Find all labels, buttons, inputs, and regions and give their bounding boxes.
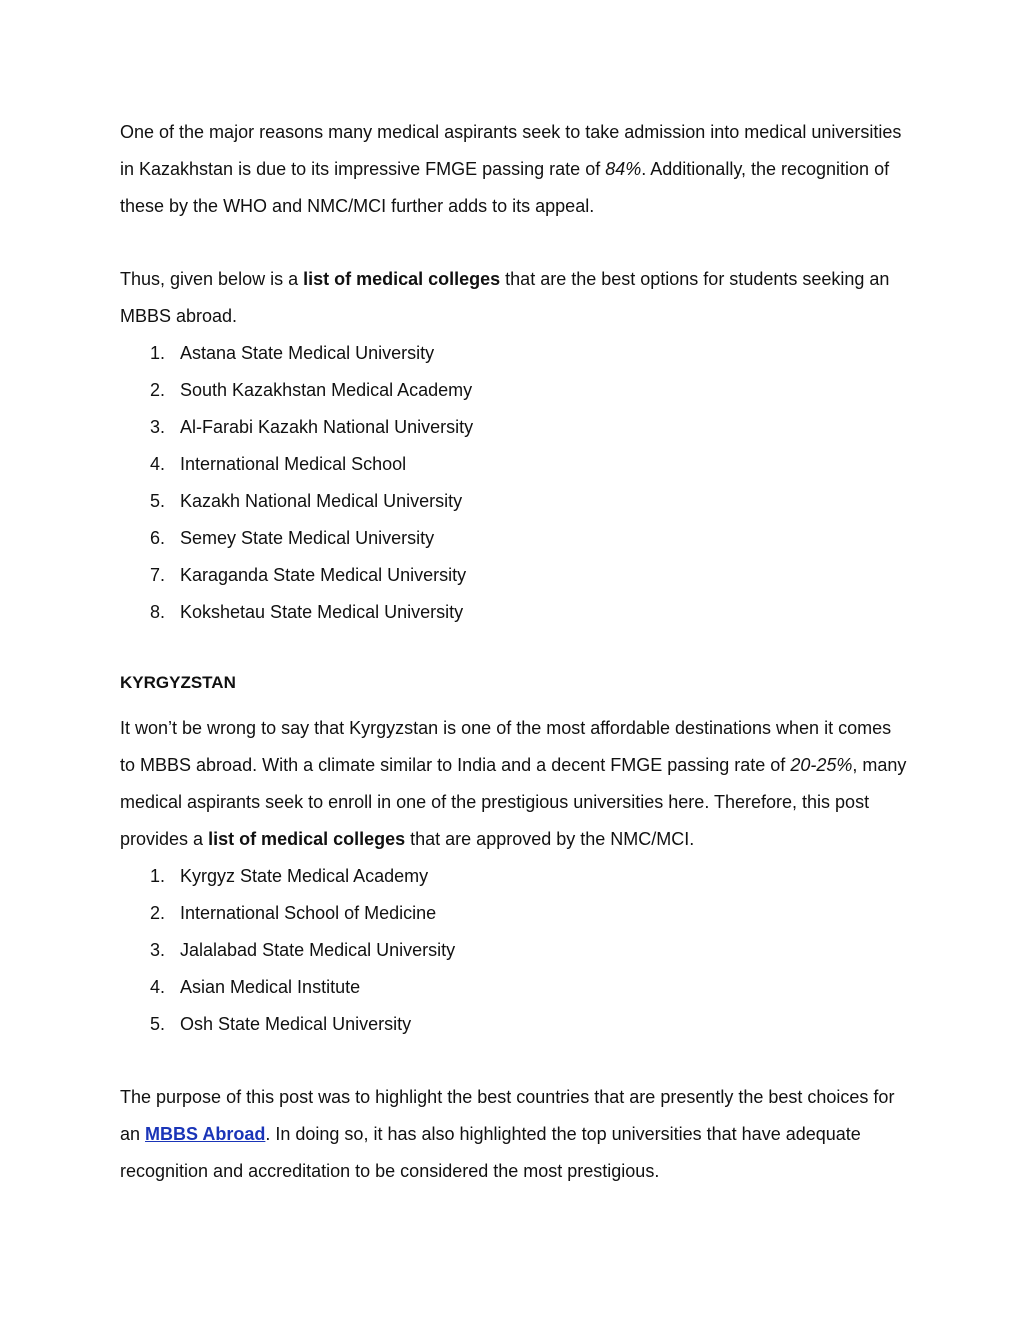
kazakhstan-lead-text-end: that are the best options for students seeking an MBBS abroad. bbox=[120, 269, 890, 326]
list-item bbox=[120, 335, 910, 372]
list-item-label: International Medical School bbox=[180, 454, 407, 474]
kazakhstan-intro-text-end: . Additionally, the recognition of these by the WHO and NMC/MCI further adds to its appeal. bbox=[120, 159, 890, 216]
list-item bbox=[120, 483, 910, 520]
list-item-label: Osh State Medical University bbox=[180, 1014, 412, 1034]
list-item-label: Jalalabad State Medical University bbox=[180, 940, 456, 960]
list-item-number: 3. bbox=[150, 940, 166, 960]
list-item bbox=[120, 520, 910, 557]
list-item bbox=[120, 446, 910, 483]
conclusion-paragraph bbox=[120, 1079, 910, 1190]
list-item-label: Kazakh National Medical University bbox=[180, 491, 463, 511]
list-item bbox=[120, 895, 910, 932]
kyrgyzstan-intro-bold: list of medical colleges bbox=[208, 829, 406, 849]
list-item bbox=[120, 409, 910, 446]
list-item-number: 2. bbox=[150, 380, 166, 400]
kazakhstan-intro-paragraph bbox=[120, 114, 910, 225]
list-item-number: 5. bbox=[150, 1014, 166, 1034]
list-item-label: Kyrgyz State Medical Academy bbox=[180, 866, 429, 886]
list-item-number: 4. bbox=[150, 977, 166, 997]
list-item bbox=[120, 932, 910, 969]
list-item bbox=[120, 594, 910, 631]
conclusion-text-end: . In doing so, it has also highlighted the top universities that have adequate recognition and accreditation to be considered the most prestigious. bbox=[120, 1124, 861, 1181]
list-item bbox=[120, 1006, 910, 1043]
kazakhstan-fmge-rate: 84% bbox=[605, 159, 642, 179]
kyrgyzstan-intro-text-end: that are approved by the NMC/MCI. bbox=[405, 829, 695, 849]
list-item-label: South Kazakhstan Medical Academy bbox=[180, 380, 473, 400]
kazakhstan-college-list bbox=[120, 335, 910, 631]
list-item-number: 7. bbox=[150, 565, 166, 585]
list-item-label: Kokshetau State Medical University bbox=[180, 602, 464, 622]
list-item bbox=[120, 969, 910, 1006]
list-item-number: 8. bbox=[150, 602, 166, 622]
list-item-number: 3. bbox=[150, 417, 166, 437]
list-item-label: Karaganda State Medical University bbox=[180, 565, 467, 585]
mbbs-abroad-link[interactable]: MBBS Abroad bbox=[145, 1124, 266, 1144]
list-item-label: Al-Farabi Kazakh National University bbox=[180, 417, 474, 437]
kyrgyzstan-intro-paragraph bbox=[120, 710, 910, 858]
list-item-label: Semey State Medical University bbox=[180, 528, 435, 548]
kyrgyzstan-college-list bbox=[120, 858, 910, 1043]
kyrgyzstan-intro-text: It won’t be wrong to say that Kyrgyzstan is one of the most affordable destinations when it comes to MBBS abroad. With a climate similar to India and a decent FMGE passing rate of bbox=[120, 718, 892, 775]
list-item bbox=[120, 557, 910, 594]
list-item-number: 1. bbox=[150, 866, 166, 886]
document-page bbox=[120, 114, 910, 1190]
kazakhstan-intro-text: One of the major reasons many medical aspirants seek to take admission into medical universities in Kazakhstan is due to its impressive FMGE passing rate of bbox=[120, 122, 902, 179]
section-heading-kyrgyzstan: KYRGYZSTAN bbox=[120, 673, 236, 692]
list-item-number: 2. bbox=[150, 903, 166, 923]
list-item-number: 6. bbox=[150, 528, 166, 548]
list-item bbox=[120, 858, 910, 895]
kazakhstan-lead-bold: list of medical colleges bbox=[303, 269, 501, 289]
list-item-label: International School of Medicine bbox=[180, 903, 437, 923]
list-item-number: 1. bbox=[150, 343, 166, 363]
list-item bbox=[120, 372, 910, 409]
conclusion-text: The purpose of this post was to highlight the best countries that are presently the best choices for an bbox=[120, 1087, 895, 1144]
list-item-label: Astana State Medical University bbox=[180, 343, 435, 363]
list-item-label: Asian Medical Institute bbox=[180, 977, 361, 997]
kyrgyzstan-intro-text-mid: , many medical aspirants seek to enroll in one of the prestigious universities here. Therefore, this post provides a bbox=[120, 755, 907, 849]
kazakhstan-lead-paragraph bbox=[120, 261, 910, 335]
list-item-number: 5. bbox=[150, 491, 166, 511]
list-item-number: 4. bbox=[150, 454, 166, 474]
kazakhstan-lead-text: Thus, given below is a bbox=[120, 269, 304, 289]
kyrgyzstan-fmge-rate: 20-25% bbox=[790, 755, 853, 775]
